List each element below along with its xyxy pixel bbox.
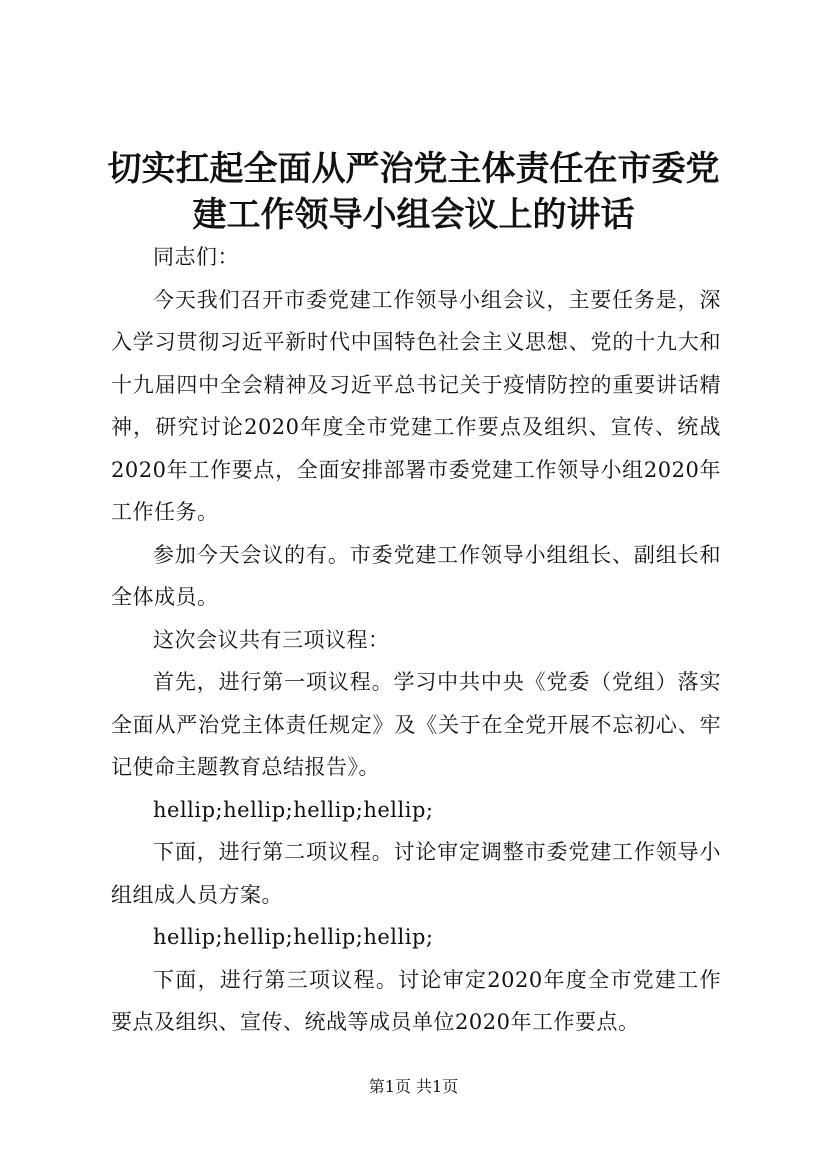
paragraph: 下面，进行第三项议程。讨论审定2020年度全市党建工作要点及组织、宣传、统战等成员单位2020年工作要点。 [111,967,721,1034]
page-number-footer: 第1页 共1页 [368,1077,459,1096]
document-title: 切实扛起全面从严治党主体责任在市委党建工作领导小组会议上的讲话 [107,149,720,235]
paragraph: 今天我们召开市委党建工作领导小组会议，主要任务是，深入学习贯彻习近平新时代中国特色社会主义思想、党的十九大和十九届四中全会精神及习近平总书记关于疫情防控的重要讲话精神，研究讨论2020年度全市党建工作要点及组织、宣传、统战2020年工作要点，全面安排部署市委党建工作领导小组2020年工作任务。 [111,287,721,524]
paragraph: 参加今天会议的有。市委党建工作领导小组组长、副组长和全体成员。 [111,542,721,609]
paragraph-ellipsis: hellip;hellip;hellip;hellip; [153,797,434,822]
paragraph-ellipsis: hellip;hellip;hellip;hellip; [153,925,434,949]
paragraph: 下面，进行第二项议程。讨论审定调整市委党建工作领导小组组成人员方案。 [111,840,721,907]
paragraph: 这次会议共有三项议程： [153,627,390,652]
document-body [111,236,721,1044]
paragraph: 首先，进行第一项议程。学习中共中央《党委（党组）落实全面从严治党主体责任规定》及《关于在全党开展不忘初心、牢记使命主题教育总结报告》。 [111,670,721,779]
paragraph-salutation: 同志们： [153,245,239,269]
